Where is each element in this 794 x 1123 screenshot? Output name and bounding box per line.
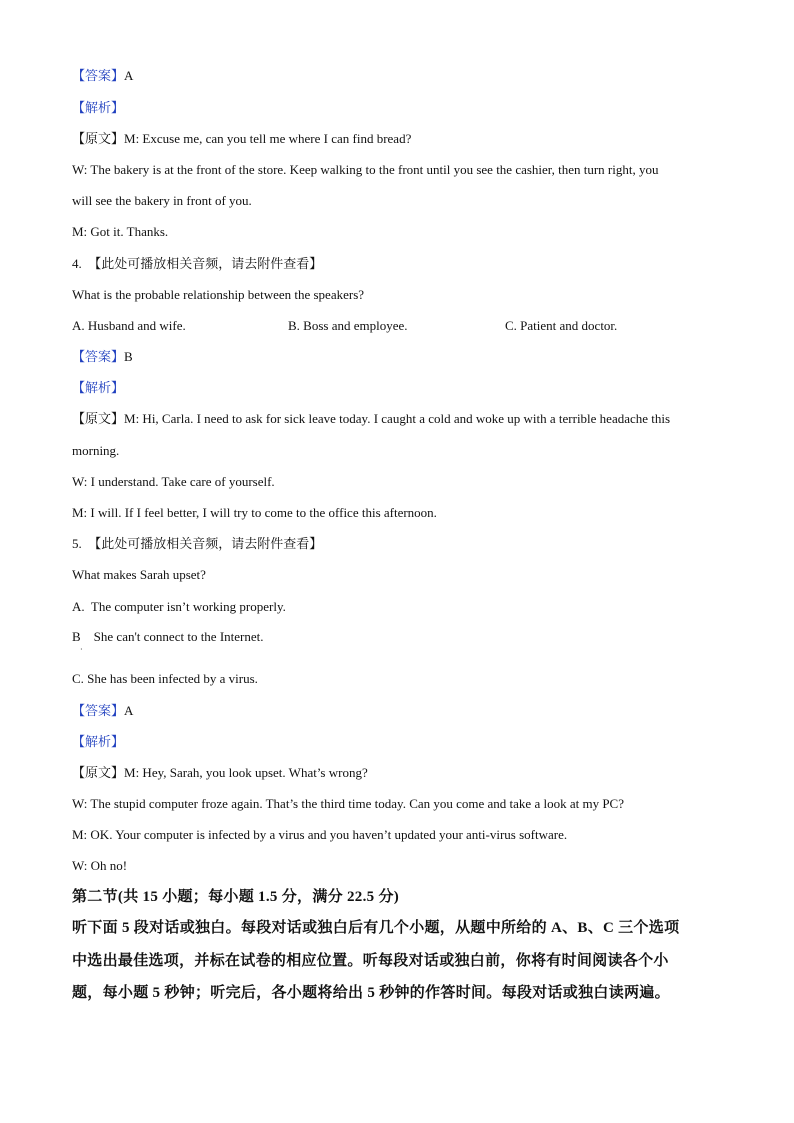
transcript-text: M: Hey, Sarah, you look upset. What’s wrong? [124,765,368,780]
transcript-line: W: I understand. Take care of yourself. [72,474,275,489]
answer-tag: 【答案】 [72,68,125,83]
transcript-text: M: Excuse me, can you tell me where I can find bread? [124,131,412,146]
transcript-line: W: The bakery is at the front of the store. Keep walking to the front until you see the cashier, then turn right, you [72,162,659,177]
option-a: A. The computer isn’t working properly. [72,599,286,614]
question-header [72,256,322,272]
answer-value: A [124,703,134,718]
analysis-line [72,734,124,750]
original-tag: 【原文】 [72,131,125,146]
transcript-line [72,411,670,427]
option-c: C. She has been infected by a virus. [72,671,258,686]
option-a: A. Husband and wife. [72,318,186,333]
answer-line [72,703,133,719]
analysis-tag: 【解析】 [72,380,125,395]
original-tag: 【原文】 [72,411,125,426]
transcript-line: will see the bakery in front of you. [72,193,252,208]
option-c: C. Patient and doctor. [505,318,618,333]
answer-tag: 【答案】 [72,703,125,718]
answer-value: B [124,349,133,364]
instruction-line: 听下面 5 段对话或独白。每段对话或独白后有几个小题，从题中所给的 A、B、C 三个选项 [72,920,680,936]
transcript-line: W: The stupid computer froze again. That’s the third time today. Can you come and take a look at my PC? [72,796,624,811]
analysis-line [72,100,124,116]
transcript-line: W: Oh no! [72,858,128,873]
stray-dot: · [80,645,83,654]
transcript-line: M: I will. If I feel better, I will try to come to the office this afternoon. [72,505,437,520]
answer-tag: 【答案】 [72,349,125,364]
option-b: B She can't connect to the Internet. [72,629,264,644]
question-number: 4. [72,256,82,271]
question-number: 5. [72,536,82,551]
instruction-line: 中选出最佳选项，并标在试卷的相应位置。听每段对话或独白前，你将有时间阅读各个小 [72,953,669,969]
analysis-line [72,380,124,396]
answer-line [72,68,133,84]
instruction-line: 题，每小题 5 秒钟；听完后，各小题将给出 5 秒钟的作答时间。每段对话或独白读两遍。 [72,985,670,1001]
transcript-line [72,765,368,781]
section-heading: 第二节(共 15 小题；每小题 1.5 分，满分 22.5 分) [72,889,400,905]
answer-line [72,349,133,365]
transcript-line [72,131,411,147]
audio-note: 【此处可播放相关音频，请去附件查看】 [88,256,323,271]
analysis-tag: 【解析】 [72,100,125,115]
option-b: B. Boss and employee. [288,318,408,333]
question-text: What makes Sarah upset? [72,567,206,582]
transcript-line: M: Got it. Thanks. [72,224,169,239]
analysis-tag: 【解析】 [72,734,125,749]
question-text: What is the probable relationship between the speakers? [72,287,365,302]
original-tag: 【原文】 [72,765,125,780]
transcript-text: M: Hi, Carla. I need to ask for sick leave today. I caught a cold and woke up with a terrible headache this [124,411,671,426]
transcript-line: morning. [72,443,120,458]
question-header [72,536,322,552]
answer-value: A [124,68,134,83]
audio-note: 【此处可播放相关音频，请去附件查看】 [88,536,323,551]
transcript-line: M: OK. Your computer is infected by a virus and you haven’t updated your anti-virus software. [72,827,568,842]
